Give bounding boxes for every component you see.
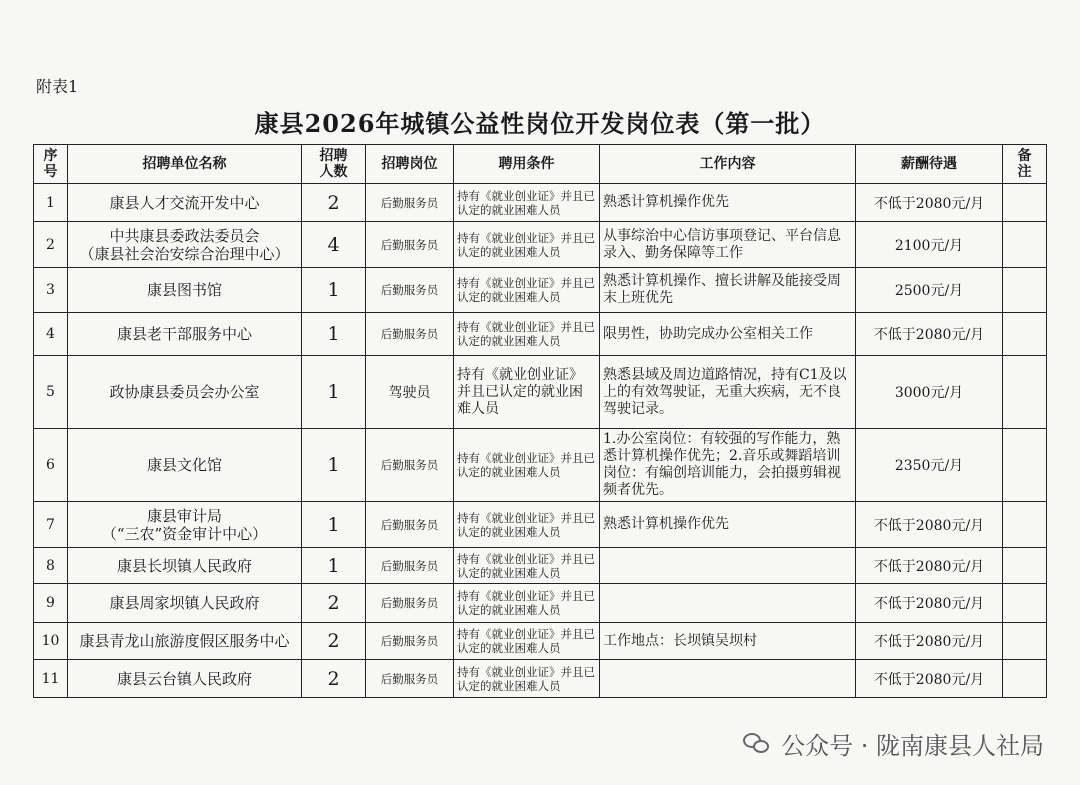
cell-pay: 不低于2080元/月 xyxy=(856,313,1003,356)
cell-conditions: 持有《就业创业证》并且已认定的就业困难人员 xyxy=(454,356,600,429)
cell-post: 后勤服务员 xyxy=(366,660,454,698)
cell-note xyxy=(1003,429,1047,502)
cell-count: 1 xyxy=(302,313,366,356)
cell-content: 从事综治中心信访事项登记、平台信息录入、勤务保障等工作 xyxy=(600,222,856,268)
cell-conditions: 持有《就业创业证》并且已认定的就业困难人员 xyxy=(454,623,600,660)
cell-pay: 2350元/月 xyxy=(856,429,1003,502)
cell-no: 2 xyxy=(34,222,68,268)
cell-conditions: 持有《就业创业证》并且已认定的就业困难人员 xyxy=(454,222,600,268)
cell-unit: 康县长坝镇人民政府 xyxy=(68,548,302,584)
cell-note xyxy=(1003,184,1047,222)
cell-content: 熟悉县域及周边道路情况，持有C1及以上的有效驾驶证，无重大疾病，无不良驾驶记录。 xyxy=(600,356,856,429)
table-row xyxy=(34,222,1047,268)
cell-pay: 不低于2080元/月 xyxy=(856,184,1003,222)
cell-note xyxy=(1003,584,1047,623)
cell-no: 10 xyxy=(34,623,68,660)
header-note: 备 注 xyxy=(1003,145,1047,184)
wechat-icon xyxy=(743,733,771,755)
header-post: 招聘岗位 xyxy=(366,145,454,184)
table-row xyxy=(34,429,1047,502)
cell-count: 4 xyxy=(302,222,366,268)
cell-conditions: 持有《就业创业证》并且已认定的就业困难人员 xyxy=(454,184,600,222)
cell-content xyxy=(600,584,856,623)
cell-conditions: 持有《就业创业证》并且已认定的就业困难人员 xyxy=(454,313,600,356)
annex-label: 附表1 xyxy=(36,77,79,96)
cell-conditions: 持有《就业创业证》并且已认定的就业困难人员 xyxy=(454,660,600,698)
cell-pay: 不低于2080元/月 xyxy=(856,584,1003,623)
cell-post: 后勤服务员 xyxy=(366,584,454,623)
cell-post: 后勤服务员 xyxy=(366,548,454,584)
watermark-text: 公众号 · 陇南康县人社局 xyxy=(781,732,1044,760)
table-row xyxy=(34,502,1047,548)
header-count: 招聘 人数 xyxy=(302,145,366,184)
cell-content: 工作地点：长坝镇吴坝村 xyxy=(600,623,856,660)
cell-note xyxy=(1003,268,1047,313)
cell-pay: 3000元/月 xyxy=(856,356,1003,429)
cell-note xyxy=(1003,660,1047,698)
cell-count: 1 xyxy=(302,429,366,502)
table-row xyxy=(34,356,1047,429)
positions-table xyxy=(33,144,1047,698)
cell-post: 后勤服务员 xyxy=(366,623,454,660)
header-no: 序号 xyxy=(34,145,68,184)
cell-unit: 康县青龙山旅游度假区服务中心 xyxy=(68,623,302,660)
cell-unit: 中共康县委政法委员会 （康县社会治安综合治理中心） xyxy=(68,222,302,268)
watermark xyxy=(743,726,1044,761)
cell-unit: 康县周家坝镇人民政府 xyxy=(68,584,302,623)
cell-conditions: 持有《就业创业证》并且已认定的就业困难人员 xyxy=(454,268,600,313)
cell-content: 1.办公室岗位：有较强的写作能力，熟悉计算机操作优先；2.音乐或舞蹈培训岗位：有编创培训能力，会拍摄剪辑视频者优先。 xyxy=(600,429,856,502)
table-row xyxy=(34,584,1047,623)
cell-count: 2 xyxy=(302,623,366,660)
cell-content: 熟悉计算机操作优先 xyxy=(600,184,856,222)
header-content: 工作内容 xyxy=(600,145,856,184)
cell-count: 1 xyxy=(302,356,366,429)
table-header-row xyxy=(34,145,1047,184)
table-row xyxy=(34,660,1047,698)
cell-no: 9 xyxy=(34,584,68,623)
cell-conditions: 持有《就业创业证》并且已认定的就业困难人员 xyxy=(454,429,600,502)
document-title: 康县2026年城镇公益性岗位开发岗位表（第一批） xyxy=(254,109,826,138)
cell-post: 后勤服务员 xyxy=(366,429,454,502)
cell-content xyxy=(600,660,856,698)
cell-unit: 康县云台镇人民政府 xyxy=(68,660,302,698)
cell-note xyxy=(1003,222,1047,268)
cell-no: 8 xyxy=(34,548,68,584)
cell-note xyxy=(1003,356,1047,429)
cell-post: 后勤服务员 xyxy=(366,222,454,268)
cell-no: 4 xyxy=(34,313,68,356)
cell-conditions: 持有《就业创业证》并且已认定的就业困难人员 xyxy=(454,502,600,548)
cell-unit: 康县老干部服务中心 xyxy=(68,313,302,356)
cell-pay: 2500元/月 xyxy=(856,268,1003,313)
cell-unit: 康县图书馆 xyxy=(68,268,302,313)
cell-count: 2 xyxy=(302,184,366,222)
cell-pay: 不低于2080元/月 xyxy=(856,548,1003,584)
cell-pay: 不低于2080元/月 xyxy=(856,623,1003,660)
cell-count: 1 xyxy=(302,268,366,313)
cell-no: 6 xyxy=(34,429,68,502)
cell-pay: 不低于2080元/月 xyxy=(856,660,1003,698)
cell-unit: 康县文化馆 xyxy=(68,429,302,502)
cell-count: 2 xyxy=(302,660,366,698)
cell-pay: 不低于2080元/月 xyxy=(856,502,1003,548)
cell-post: 驾驶员 xyxy=(366,356,454,429)
cell-conditions: 持有《就业创业证》并且已认定的就业困难人员 xyxy=(454,584,600,623)
table-row xyxy=(34,623,1047,660)
table-row xyxy=(34,313,1047,356)
cell-content: 限男性，协助完成办公室相关工作 xyxy=(600,313,856,356)
cell-note xyxy=(1003,502,1047,548)
cell-unit: 政协康县委员会办公室 xyxy=(68,356,302,429)
cell-content: 熟悉计算机操作、擅长讲解及能接受周末上班优先 xyxy=(600,268,856,313)
cell-count: 1 xyxy=(302,548,366,584)
cell-count: 1 xyxy=(302,502,366,548)
cell-content: 熟悉计算机操作优先 xyxy=(600,502,856,548)
cell-unit: 康县人才交流开发中心 xyxy=(68,184,302,222)
header-pay: 薪酬待遇 xyxy=(856,145,1003,184)
cell-conditions: 持有《就业创业证》并且已认定的就业困难人员 xyxy=(454,548,600,584)
cell-note xyxy=(1003,548,1047,584)
table-row xyxy=(34,548,1047,584)
cell-note xyxy=(1003,623,1047,660)
cell-pay: 2100元/月 xyxy=(856,222,1003,268)
header-cond: 聘用条件 xyxy=(454,145,600,184)
table-row xyxy=(34,184,1047,222)
cell-no: 3 xyxy=(34,268,68,313)
cell-no: 1 xyxy=(34,184,68,222)
cell-post: 后勤服务员 xyxy=(366,184,454,222)
cell-no: 7 xyxy=(34,502,68,548)
header-unit: 招聘单位名称 xyxy=(68,145,302,184)
cell-post: 后勤服务员 xyxy=(366,268,454,313)
cell-no: 11 xyxy=(34,660,68,698)
cell-count: 2 xyxy=(302,584,366,623)
cell-note xyxy=(1003,313,1047,356)
table-row xyxy=(34,268,1047,313)
cell-post: 后勤服务员 xyxy=(366,313,454,356)
cell-post: 后勤服务员 xyxy=(366,502,454,548)
cell-content xyxy=(600,548,856,584)
cell-no: 5 xyxy=(34,356,68,429)
cell-unit: 康县审计局 （“三农”资金审计中心） xyxy=(68,502,302,548)
